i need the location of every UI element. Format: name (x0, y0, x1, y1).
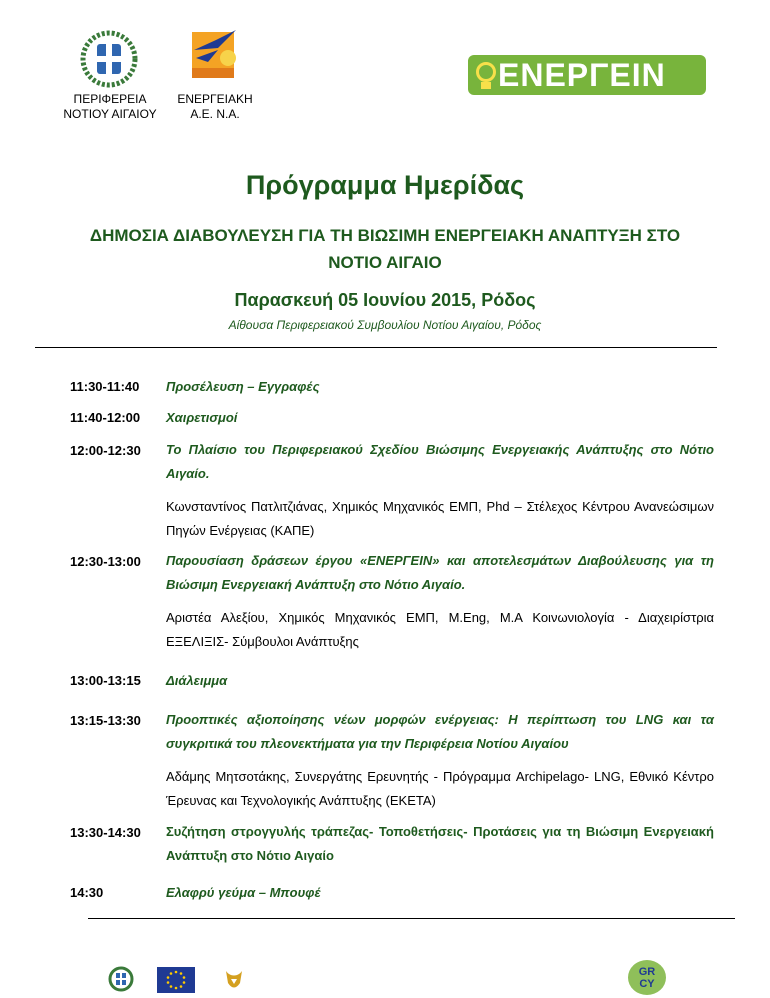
schedule-topic: Προσέλευση – Εγγραφές (166, 379, 320, 394)
schedule-time: 12:30-13:00 (70, 554, 141, 569)
grcy-programme-logo (628, 960, 666, 995)
page-title: Πρόγραμμα Ημερίδας (245, 170, 525, 200)
eu-stars-icon (157, 967, 195, 993)
region-emblem-logo (80, 30, 138, 88)
greek-emblem-icon (108, 966, 134, 992)
region-caption (55, 92, 165, 122)
schedule-topic: Προοπτικές αξιοποίησης νέων μορφών ενέργειας: Η περίπτωση του LNG και τα συγκριτικά του πλεονεκτήματα για την Περιφέρεια Νοτίου Αιγαίου (166, 712, 714, 751)
schedule-topic: Χαιρετισμοί (166, 410, 238, 425)
event-subtitle-line1: ΔΗΜΟΣΙΑ ΔΙΑΒΟΥΛΕΥΣΗ ΓΙΑ ΤΗ ΒΙΩΣΙΜΗ ΕΝΕΡΓΕΙΑΚΗ ΑΝΑΠΤΥΞΗ ΣΤΟ (89, 226, 681, 245)
footer-divider (88, 918, 735, 919)
schedule-topic: Παρουσίαση δράσεων έργου «ΕΝΕΡΓΕΙΝ» και αποτελεσμάτων Διαβούλευσης για τη Βιώσιμη Ενεργειακή Ανάπτυξη στο Νότιο Αιγαίο. (166, 553, 714, 592)
schedule-topic: Ελαφρύ γεύμα – Μπουφέ (166, 885, 321, 900)
schedule-topic: Το Πλαίσιο του Περιφερειακού Σχεδίου Βιώσιμης Ενεργειακής Ανάπτυξης στο Νότιο Αιγαίο. (166, 442, 714, 481)
region-caption-line1: ΠΕΡΙΦΕΡΕΙΑ (73, 92, 147, 106)
greek-emblem-icon (80, 30, 138, 88)
cyprus-emblem-icon (222, 967, 246, 993)
energy-agency-caption-line1: ΕΝΕΡΓΕΙΑΚΗ (177, 92, 253, 106)
region-caption-line2: ΝΟΤΙΟΥ ΑΙΓΑΙΟΥ (63, 107, 157, 121)
energy-agency-logo (188, 28, 240, 84)
event-subtitle (0, 222, 770, 276)
header-divider (35, 347, 717, 348)
schedule-time: 12:00-12:30 (70, 443, 141, 458)
event-subtitle-line2: ΝΟΤΙΟ ΑΙΓΑΙΟ (328, 253, 442, 272)
lightbulb-icon (476, 62, 496, 82)
schedule-time: 13:00-13:15 (70, 673, 141, 688)
energein-brand-logo (468, 55, 706, 95)
schedule-time: 13:15-13:30 (70, 713, 141, 728)
schedule-topic: Διάλειμμα (166, 673, 228, 688)
lightbulb-base (481, 82, 491, 89)
schedule-speaker: Κωνσταντίνος Πατλιτζιάνας, Χημικός Μηχανικός ΕΜΠ, Phd – Στέλεχος Κέντρου Ανανεώσιμων Πηγών Ενέργειας (ΚΑΠΕ) (166, 499, 714, 538)
schedule-speaker: Αριστέα Αλεξίου, Χημικός Μηχανικός ΕΜΠ, M.Eng, M.A Κοινωνιολογία - Διαχειρίστρια ΕΞΕΛΙΞΙΣ- Σύμβουλοι Ανάπτυξης (166, 610, 714, 649)
energy-agency-caption-line2: Α.Ε. Ν.Α. (190, 107, 240, 121)
eu-flag-logo (157, 967, 195, 993)
energy-agency-caption (165, 92, 265, 122)
footer-greek-emblem (108, 966, 134, 992)
event-date: Παρασκευή 05 Ιουνίου 2015, Ρόδος (234, 290, 536, 310)
event-venue: Αίθουσα Περιφερειακού Συμβουλίου Νοτίου Αιγαίου, Ρόδος (228, 318, 542, 332)
schedule-time: 13:30-14:30 (70, 825, 141, 840)
schedule-topic: Συζήτηση στρογγυλής τράπεζας- Τοποθετήσεις- Προτάσεις για τη Βιώσιμη Ενεργειακή Ανάπτυξη στο Νότιο Αιγαίο (166, 824, 714, 863)
schedule-time: 11:40-12:00 (70, 410, 141, 425)
energy-bird-icon (188, 28, 240, 84)
energein-brand-text: ΕΝΕΡΓΕΙΝ (498, 57, 666, 93)
schedule-speaker: Αδάμης Μητσοτάκης, Συνεργάτης Ερευνητής - Πρόγραμμα Archipelago- LNG, Εθνικό Κέντρο Έρευνας και Τεχνολογικής Ανάπτυξης (ΕΚΕΤΑ) (166, 769, 714, 808)
schedule-time: 14:30 (70, 885, 104, 900)
cyprus-emblem-logo (222, 967, 246, 993)
schedule-time: 11:30-11:40 (70, 379, 140, 394)
grcy-logo-text: GR CY (638, 966, 656, 990)
